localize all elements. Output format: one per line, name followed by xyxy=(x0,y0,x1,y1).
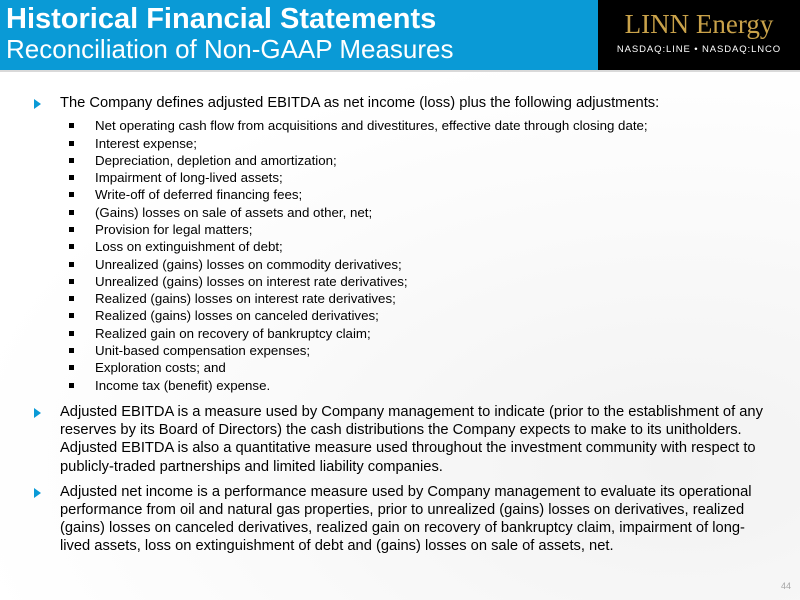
page-title: Historical Financial Statements xyxy=(6,3,437,35)
list-item xyxy=(69,307,774,324)
list-item xyxy=(69,377,774,394)
list-item-text: Unit-based compensation expenses; xyxy=(95,343,311,359)
logo-wordmark: LINN Energy xyxy=(624,9,774,39)
list-item-text: Realized (gains) losses on interest rate derivatives; xyxy=(95,291,396,307)
square-bullet-icon xyxy=(69,227,74,232)
slide-body xyxy=(34,94,774,556)
adjustments-list xyxy=(60,117,774,394)
list-item-text: (Gains) losses on sale of assets and other, net; xyxy=(95,204,373,220)
list-item-text: Realized (gains) losses on canceled derivatives; xyxy=(95,308,379,324)
square-bullet-icon xyxy=(69,175,74,180)
company-logo xyxy=(598,0,800,70)
list-item xyxy=(69,117,774,134)
square-bullet-icon xyxy=(69,348,74,353)
square-bullet-icon xyxy=(69,192,74,197)
page-subtitle: Reconciliation of Non-GAAP Measures xyxy=(6,34,454,64)
triangle-bullet-icon xyxy=(34,99,41,109)
list-item-text: Loss on extinguishment of debt; xyxy=(95,239,283,255)
square-bullet-icon xyxy=(69,331,74,336)
list-item xyxy=(69,256,774,273)
triangle-bullet-icon xyxy=(34,408,41,418)
square-bullet-icon xyxy=(69,313,74,318)
list-item-text: Net operating cash flow from acquisitions and divestitures, effective date through closing date; xyxy=(95,118,648,134)
net-income-paragraph xyxy=(34,483,774,556)
title-banner xyxy=(0,0,598,70)
list-item-text: Write-off of deferred financing fees; xyxy=(95,187,303,203)
square-bullet-icon xyxy=(69,123,74,128)
list-item-text: Interest expense; xyxy=(95,135,198,151)
header-divider xyxy=(0,70,800,72)
triangle-bullet-icon xyxy=(34,488,41,498)
list-item-text: Unrealized (gains) losses on interest rate derivatives; xyxy=(95,273,408,289)
list-item xyxy=(69,359,774,376)
list-item-text: Unrealized (gains) losses on commodity derivatives; xyxy=(95,256,402,272)
list-item xyxy=(69,221,774,238)
list-item xyxy=(69,186,774,203)
list-item-text: Income tax (benefit) expense. xyxy=(95,377,271,393)
ebitda-text: Adjusted EBITDA is a measure used by Company management to indicate (prior to the establishment of any reserves by its Board of Directors) the cash distributions the Company expects to make to its unitholders. Adjusted EBITDA is also a quantitative measure used throughout the investment community with respect to publicly-traded partnerships and limited liability companies. xyxy=(60,403,763,475)
list-item xyxy=(69,169,774,186)
square-bullet-icon xyxy=(69,244,74,249)
square-bullet-icon xyxy=(69,365,74,370)
square-bullet-icon xyxy=(69,158,74,163)
intro-paragraph xyxy=(34,94,774,394)
list-item xyxy=(69,135,774,152)
square-bullet-icon xyxy=(69,210,74,215)
square-bullet-icon xyxy=(69,296,74,301)
list-item xyxy=(69,238,774,255)
page-number: 44 xyxy=(780,581,791,591)
list-item xyxy=(69,342,774,359)
list-item xyxy=(69,325,774,342)
list-item-text: Exploration costs; and xyxy=(95,360,226,376)
list-item-text: Impairment of long-lived assets; xyxy=(95,170,283,186)
square-bullet-icon xyxy=(69,141,74,146)
square-bullet-icon xyxy=(69,383,74,388)
list-item xyxy=(69,290,774,307)
square-bullet-icon xyxy=(69,279,74,284)
list-item xyxy=(69,273,774,290)
list-item-text: Depreciation, depletion and amortization; xyxy=(95,152,337,168)
square-bullet-icon xyxy=(69,262,74,267)
net-income-text: Adjusted net income is a performance measure used by Company management to evaluate its operational performance from oil and natural gas properties, prior to unrealized (gains) losses on derivatives, realized (gains) losses on canceled derivatives, realized gain on recovery of bankruptcy claim, impairment of long-lived assets, loss on extinguishment of debt and (gains) losses on sale of assets, net. xyxy=(60,483,752,555)
list-item xyxy=(69,152,774,169)
list-item xyxy=(69,204,774,221)
list-item-text: Realized gain on recovery of bankruptcy claim; xyxy=(95,325,371,341)
list-item-text: Provision for legal matters; xyxy=(95,221,253,237)
logo-ticker: NASDAQ:LINE • NASDAQ:LNCO xyxy=(616,44,782,55)
ebitda-paragraph xyxy=(34,403,774,476)
intro-text: The Company defines adjusted EBITDA as net income (loss) plus the following adjustments: xyxy=(60,95,660,111)
